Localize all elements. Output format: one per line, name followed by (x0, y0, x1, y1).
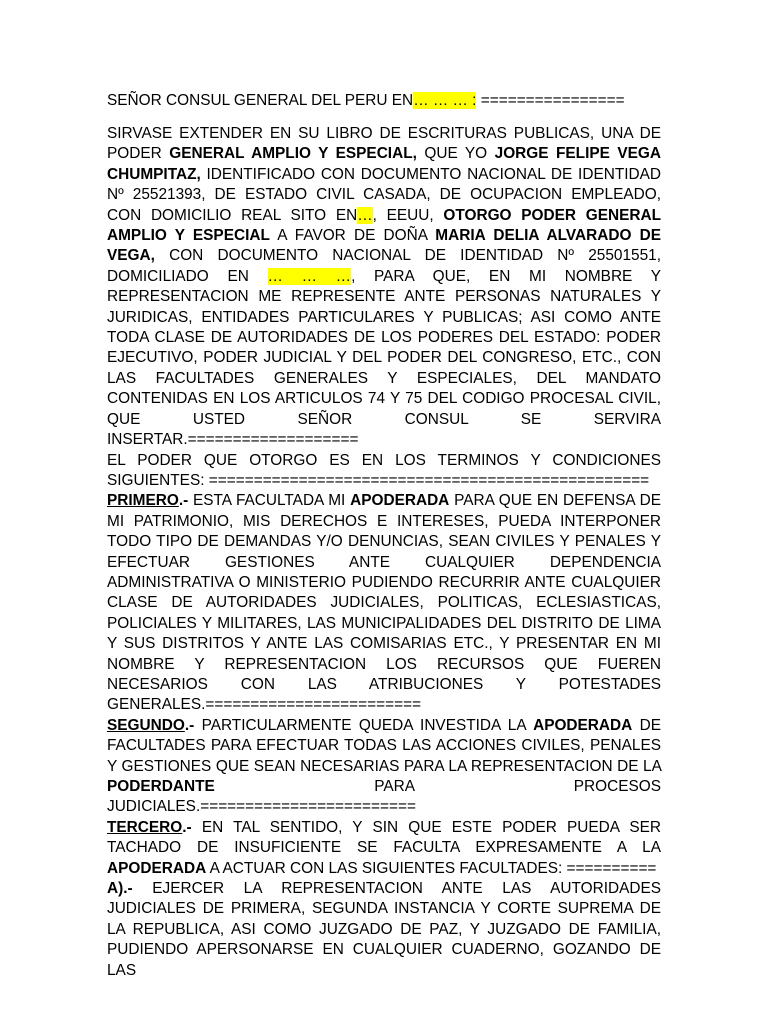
bold-text: PODERDANTE (107, 778, 215, 795)
clause-a (107, 879, 661, 981)
text-run: PARTICULARMENTE QUEDA INVESTIDA LA (194, 716, 534, 734)
bold-text: APODERADA (533, 716, 633, 734)
text-run: SIRVASE EXTENDER EN SU LIBRO DE ESCRITURAS PUBLICAS, UNA DE PODER (107, 125, 661, 163)
highlighted-blank: … (357, 206, 373, 224)
document-heading (107, 91, 661, 111)
clause-label: SEGUNDO (107, 716, 185, 734)
clause-label: PRIMERO (107, 492, 179, 510)
text-run: , PARA QUE, EN MI NOMBRE Y REPRESENTACION ME REPRESENTE ANTE PERSONAS NATURALES Y JURIDICAS, ENTIDADES PARTICULARES Y PUBLICAS; ASI COMO ANTE TODA CLASE DE AUTORIDADES DE LOS PODERES DEL ESTADO: PODER EJECUTIVO, PODER JUDICIAL Y DEL PODER DEL CONGRESO, ETC., CON LAS FACULTADES GENERALES Y ESPECIALES, DEL MANDATO CONTENIDAS EN LOS ARTICULOS 74 Y 75 DEL CODIGO PROCESAL CIVIL, QUE USTED SEÑOR CONSUL SE SERVIRA INSERTAR.=================== (107, 267, 661, 449)
clause-dash: .- (182, 818, 192, 836)
paragraph-intro (107, 124, 661, 451)
heading-text: SEÑOR CONSUL GENERAL DEL PERU EN (107, 92, 414, 109)
bold-text: OTORGO PODER GENERAL AMPLIO Y ESPECIAL (107, 206, 661, 245)
highlighted-blank: … … … (267, 267, 352, 285)
document-body (107, 124, 661, 981)
text-run: PARA PROCESOS JUDICIALES.======================== (107, 778, 661, 816)
attorney-name: MARIA DELIA ALVARADO DE VEGA, (107, 227, 661, 265)
text-run: ESTA FACULTADA MI (188, 492, 351, 510)
grantor-name: JORGE FELIPE VEGA CHUMPITAZ, (107, 145, 661, 183)
bold-text: APODERADA (350, 492, 450, 510)
text-run: A ACTUAR CON LAS SIGUIENTES FACULTADES: ========== (206, 859, 657, 877)
heading-separator: ================ (476, 92, 625, 109)
text-run: EN TAL SENTIDO, Y SIN QUE ESTE PODER PUEDA SER TACHADO DE INSUFICIENTE SE FACULTA EXPRESAMENTE A LA (107, 818, 661, 857)
clause-primero (107, 491, 661, 715)
text-run: CON DOCUMENTO NACIONAL DE IDENTIDAD Nº 25501551, DOMICILIADO EN (107, 247, 661, 285)
bold-text: GENERAL AMPLIO Y ESPECIAL, (169, 145, 417, 163)
text-run: A FAVOR DE DOÑA (269, 227, 436, 245)
clause-tercero (107, 818, 661, 879)
text-run: QUE YO (416, 145, 495, 163)
clause-label: A).- (107, 880, 133, 898)
highlighted-blank: … … … : (413, 92, 477, 109)
clause-segundo (107, 716, 661, 818)
clause-dash: .- (184, 716, 195, 734)
bold-text: APODERADA (107, 859, 207, 877)
text-run: DE FACULTADES PARA EFECTUAR TODAS LAS ACCIONES CIVILES, PENALES Y GESTIONES QUE SEAN NECESARIAS PARA LA REPRESENTACION DE LA (107, 716, 661, 775)
clause-dash: .- (178, 492, 189, 510)
text-run: PARA QUE EN DEFENSA DE MI PATRIMONIO, MIS DERECHOS E INTERESES, PUEDA INTERPONER TODO TIPO DE DEMANDAS Y/O DENUNCIAS, SEAN CIVILES Y PENALES Y EFECTUAR GESTIONES ANTE CUALQUIER DEPENDENCIA ADMINISTRATIVA O MINISTERIO PUDIENDO RECURRIR ANTE CUALQUIER CLASE DE AUTORIDADES JUDICIALES, POLITICAS, ECLESIASTICAS, POLICIALES Y MILITARES, LAS MUNICIPALIDADES DEL DISTRITO DE LIMA Y SUS DISTRITOS Y ANTE LAS COMISARIAS ETC., Y PRESENTAR EN MI NOMBRE Y REPRESENTACION LOS RECURSOS QUE FUEREN NECESARIOS CON LAS ATRIBUCIONES Y POTESTADES GENERALES.======================== (107, 492, 661, 714)
text-run: , EEUU, (372, 206, 444, 224)
paragraph-terms (107, 451, 661, 492)
text-run: EL PODER QUE OTORGO ES EN LOS TERMINOS Y CONDICIONES SIGUIENTES: ================================================= (107, 451, 661, 489)
clause-label: TERCERO (107, 818, 183, 836)
text-run: IDENTIFICADO CON DOCUMENTO NACIONAL DE IDENTIDAD Nº 25521393, DE ESTADO CIVIL CASADA, DE OCUPACION EMPLEADO, CON DOMICILIO REAL SITO EN (107, 165, 661, 224)
text-run: EJERCER LA REPRESENTACION ANTE LAS AUTORIDADES JUDICIALES DE PRIMERA, SEGUNDA INSTANCIA Y CORTE SUPREMA DE LA REPUBLICA, ASI COMO JUZGADO DE PAZ, Y JUZGADO DE FAMILIA, PUDIENDO APERSONARSE EN CUALQUIER CUADERNO, GOZANDO DE LAS (107, 880, 661, 979)
